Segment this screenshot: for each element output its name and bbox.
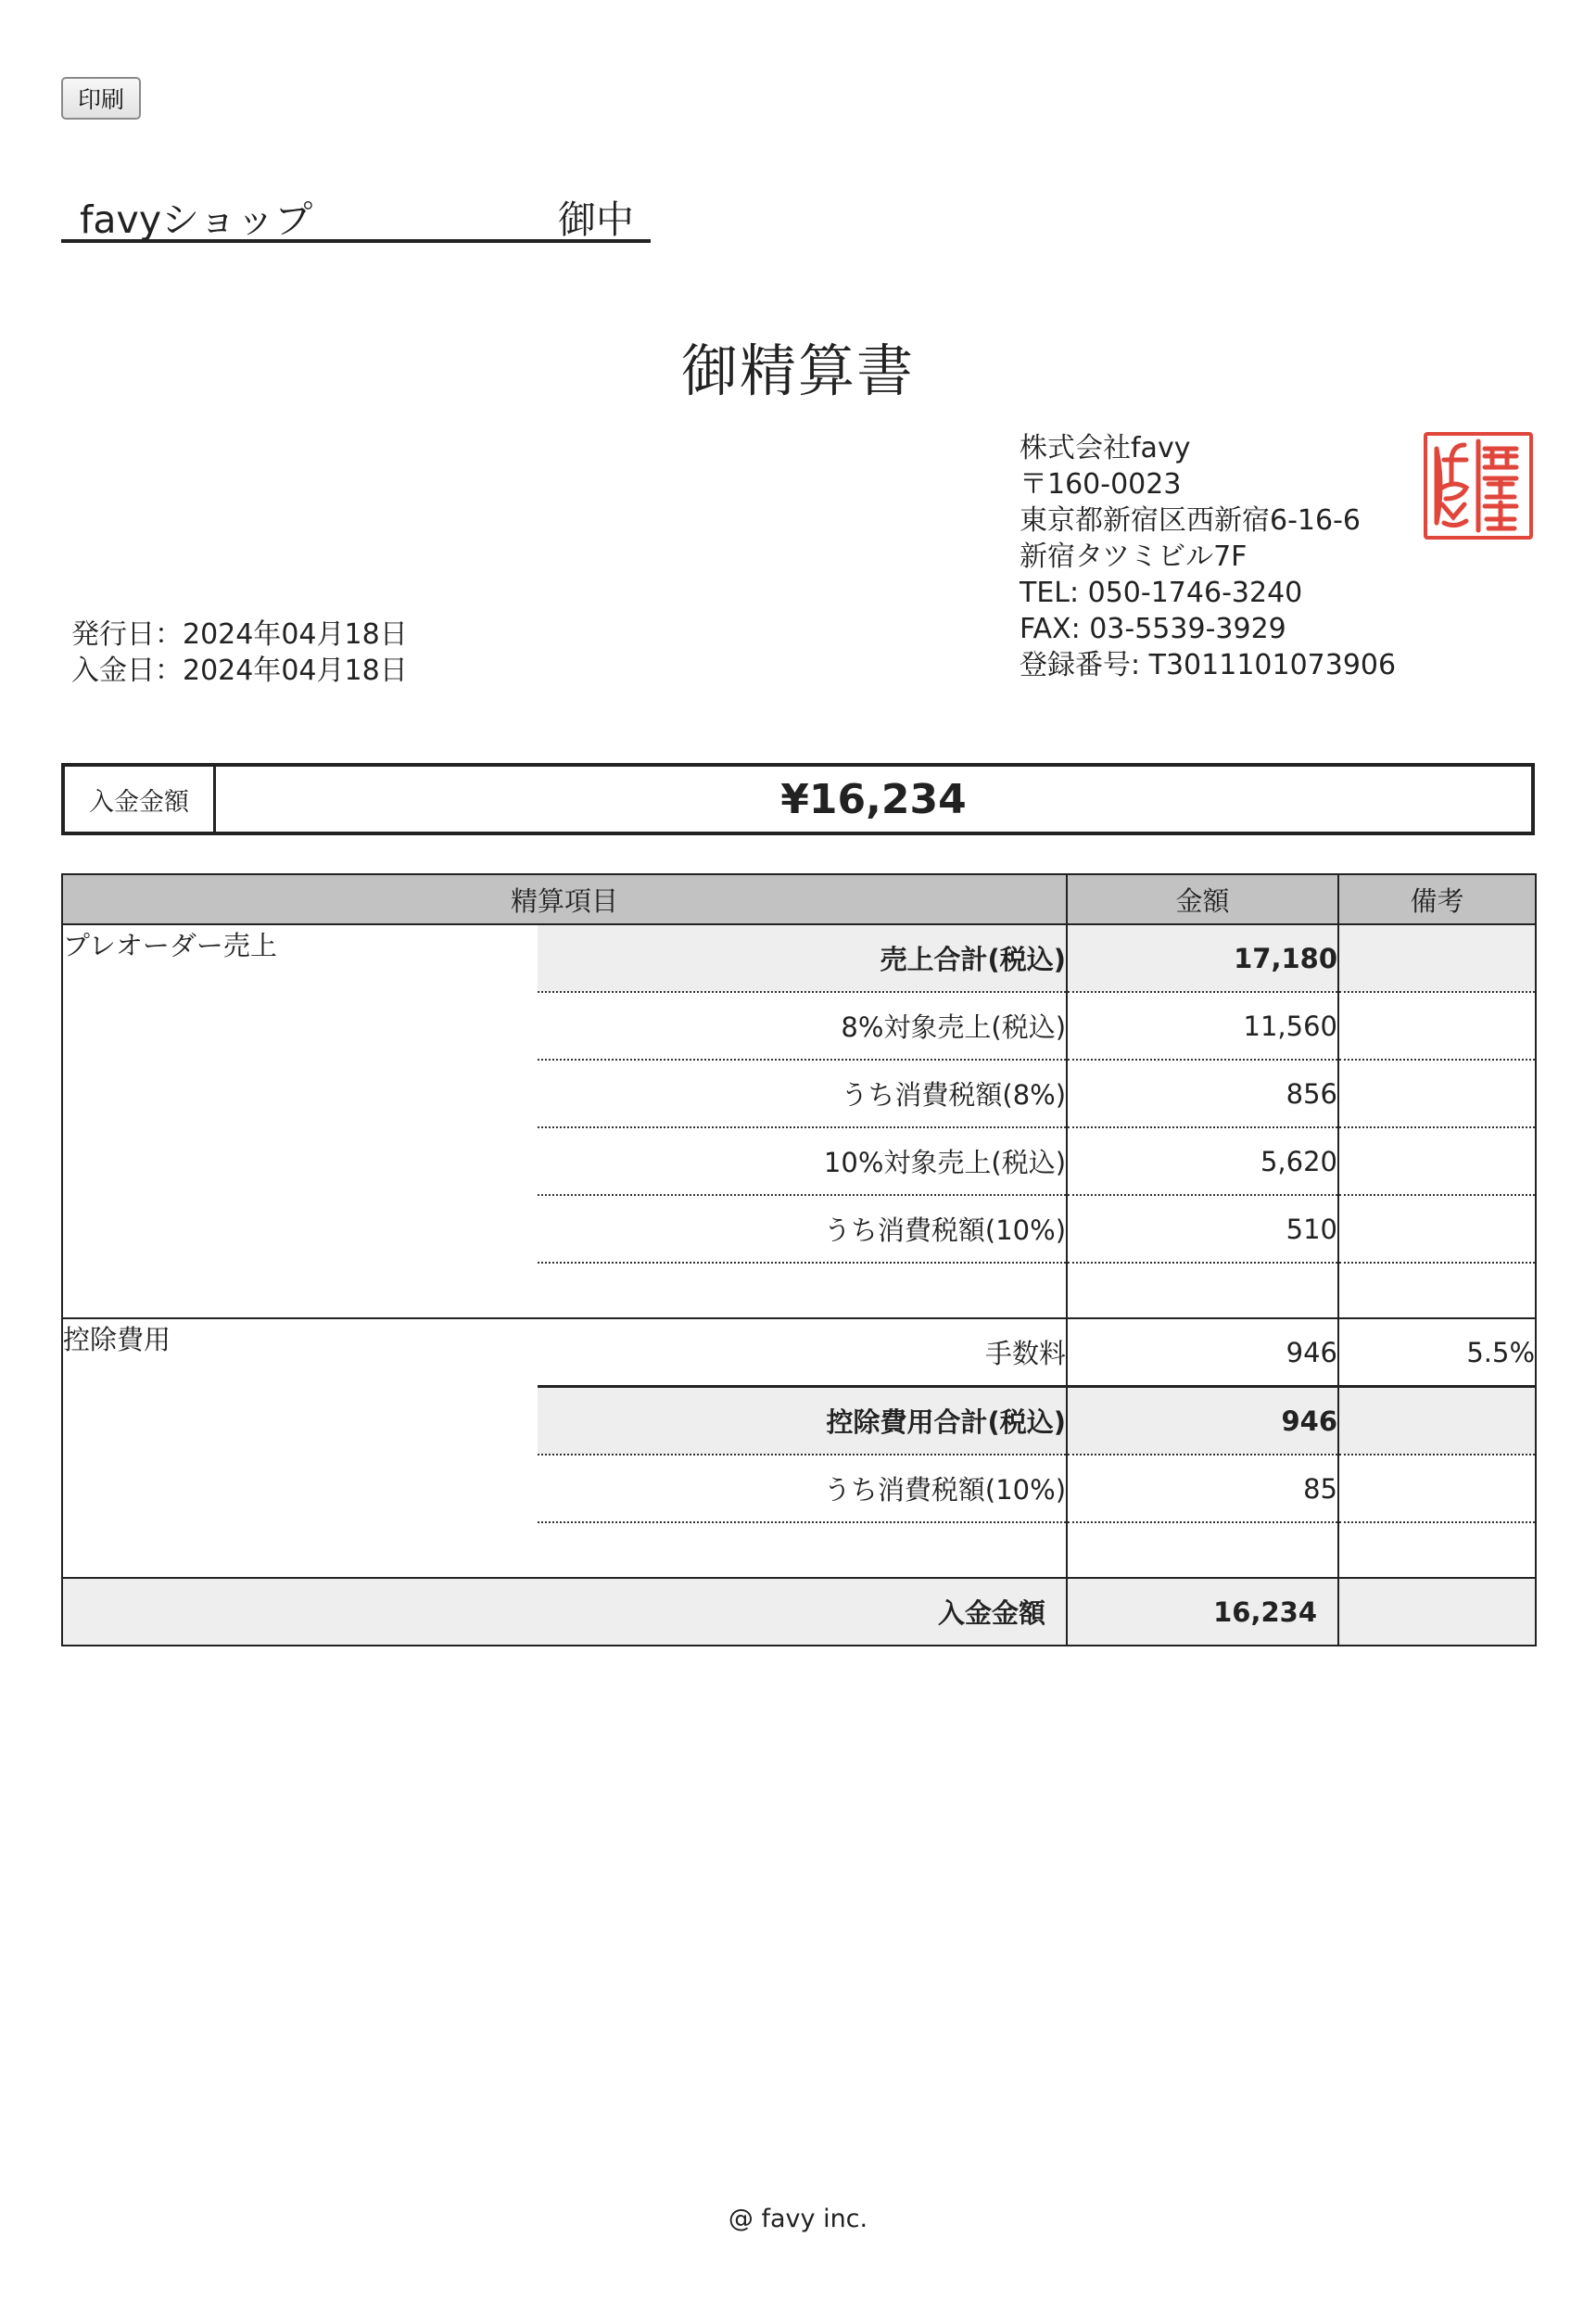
row-amount: 11,560 [1067,992,1338,1060]
recipient-block [61,182,651,243]
footer-copyright: @ favy inc. [728,2205,868,2233]
dates-block [71,617,408,689]
header-note: 備考 [1338,874,1536,924]
row-label [538,1522,1067,1578]
row-label: 控除費用合計(税込) [538,1387,1067,1456]
issuer-fax: FAX: 03-5539-3929 [1020,613,1286,645]
table-row [62,1318,1536,1387]
payment-amount-box [61,763,1535,835]
print-button[interactable]: 印刷 [61,77,141,120]
row-note [1338,1127,1536,1195]
total-label: 入金金額 [62,1578,1067,1646]
row-note [1338,1387,1536,1456]
row-label: 10%対象売上(税込) [538,1127,1067,1195]
row-note [1338,1060,1536,1127]
issuer-postal-code: 〒160-0023 [1020,468,1182,501]
row-label: 8%対象売上(税込) [538,992,1067,1060]
row-note [1338,1522,1536,1578]
row-label: うち消費税額(10%) [538,1455,1067,1522]
seal-stamp-icon [1427,436,1529,536]
payment-amount-value: ¥16,234 [780,775,967,823]
row-label: 手数料 [538,1318,1067,1387]
issuer-building: 新宿タツミビル7F [1020,540,1248,573]
document-title: 御精算書 [680,338,915,404]
table-header-row [62,874,1536,924]
row-label: 売上合計(税込) [538,924,1067,992]
row-label: うち消費税額(8%) [538,1060,1067,1127]
row-label: うち消費税額(10%) [538,1195,1067,1263]
row-amount: 85 [1067,1455,1338,1522]
category-deductions: 控除費用 [62,1318,538,1578]
row-note: 5.5% [1338,1318,1536,1387]
header-item: 精算項目 [62,874,1067,924]
issuer-address: 東京都新宿区西新宿6-16-6 [1020,504,1361,537]
row-note [1338,1455,1536,1522]
issuer-tel: TEL: 050-1746-3240 [1020,577,1303,609]
row-amount [1067,1522,1338,1578]
row-label [538,1263,1067,1318]
issuer-info [1020,430,1396,683]
total-amount: 16,234 [1067,1578,1338,1646]
issuer-registration-number: 登録番号: T3011101073906 [1020,649,1397,681]
recipient-name: favyショップ [80,197,313,242]
payment-date: 入金日：2024年04月18日 [71,655,408,687]
row-note [1338,1195,1536,1263]
row-amount: 946 [1067,1387,1338,1456]
category-sales: プレオーダー売上 [62,924,538,1318]
settlement-table [61,873,1537,1646]
row-amount: 856 [1067,1060,1338,1127]
row-amount: 17,180 [1067,924,1338,992]
issuer-company: 株式会社favy [1020,432,1191,464]
row-note [1338,992,1536,1060]
row-note [1338,1263,1536,1318]
row-amount: 946 [1067,1318,1338,1387]
row-amount: 5,620 [1067,1127,1338,1195]
issue-date: 発行日：2024年04月18日 [71,618,408,651]
payment-amount-label: 入金金額 [65,767,216,832]
recipient-honorific: 御中 [558,197,634,242]
header-amount: 金額 [1067,874,1338,924]
row-amount [1067,1263,1338,1318]
total-note [1338,1578,1536,1646]
row-amount: 510 [1067,1195,1338,1263]
company-seal [1424,432,1533,540]
row-note [1338,924,1536,992]
table-row [62,924,1536,992]
total-row [62,1578,1536,1646]
